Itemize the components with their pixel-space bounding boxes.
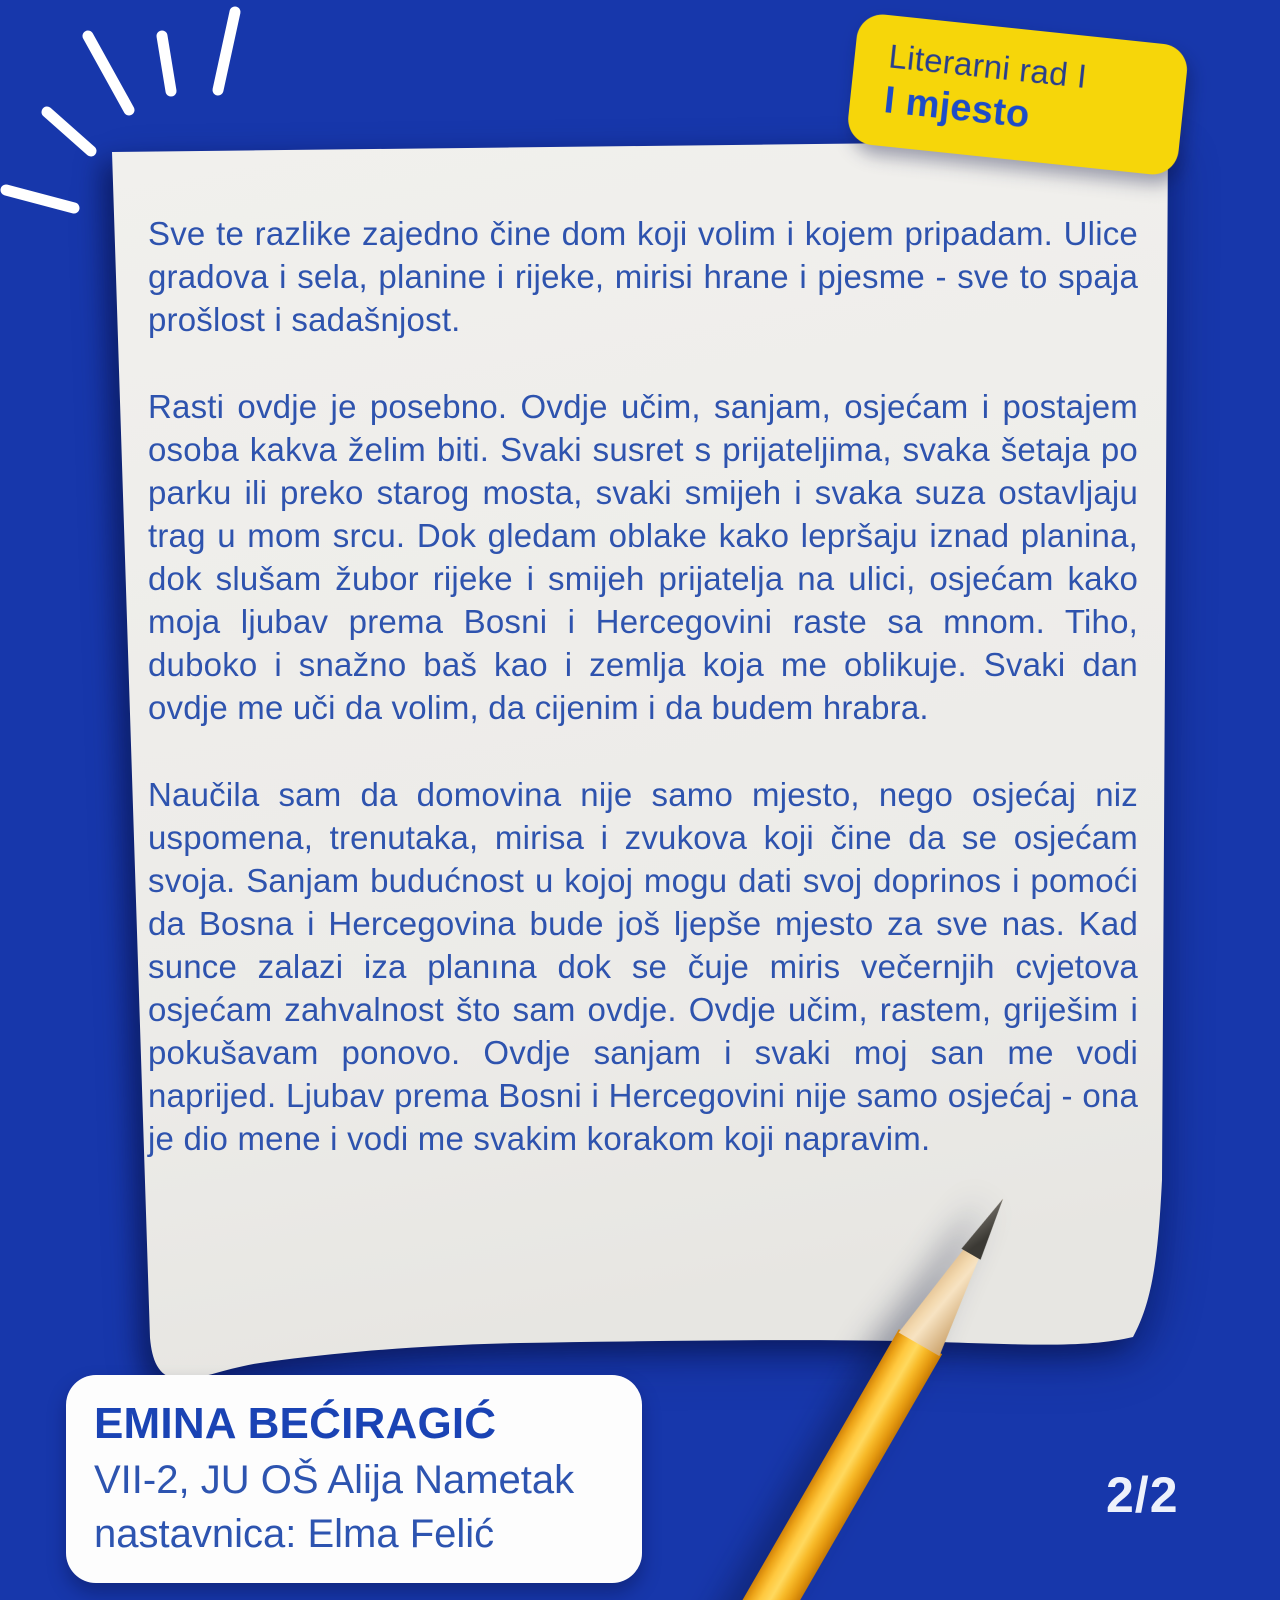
essay-paragraph-2: Rasti ovdje je posebno. Ovdje učim, sanjam, osjećam i postajem osoba kakva želim biti. Svaki susret s prijateljima, svaka šetaja po parku ili preko starog mosta, svaki smijeh i svaka suza ostavljaju trag u mom srcu. Dok gledam oblake kako lepršaju iznad planina, dok slušam žubor rijeke i smijeh prijatelja na ulici, osjećam kako moja ljubav prema Bosni i Hercegovini raste sa mnom. Tiho, duboko i snažno baš kao i zemlja koja me oblikuje. Svaki dan ovdje me uči da volim, da cijenim i da budem hrabra. xyxy=(148,388,1138,726)
author-class-school: VII-2, JU OŠ Alija Nametak xyxy=(94,1458,575,1502)
author-card xyxy=(66,1375,642,1583)
essay-text xyxy=(148,212,1138,1160)
page-indicator: 2/2 xyxy=(1106,1467,1179,1523)
author-name: EMINA BEĆIRAGIĆ xyxy=(94,1399,497,1448)
badge-place-label: I mjesto xyxy=(882,79,1032,137)
sparkle-rays-icon xyxy=(0,0,260,230)
essay-paragraph-3: Naučila sam da domovina nije samo mjesto, nego osjećaj niz uspomena, trenutaka, mirisa i zvukova koji čine da se osjećam svoja. Sanjam budućnost u kojoj mogu dati svoj doprinos i pomoći da Bosna i Hercegovina bude još ljepše mjesto za sve nas. Kad sunce zalazi iza planına dok se čuje miris večernjih cvjetova osjećam zahvalnost što sam ovdje. Ovdje učim, rastem, griješim i pokušavam ponovo. Ovdje sanjam i svaki moj san me vodi naprijed. Ljubav prema Bosni i Hercegovini nije samo osjećaj - ona je dio mene i vodi me svakim korakom koji napravim. xyxy=(148,776,1138,1157)
author-teacher: nastavnica: Elma Felić xyxy=(94,1512,495,1556)
badge-title: Literarni rad I xyxy=(887,37,1089,96)
essay-paragraph-1: Sve te razlike zajedno čine dom koji volim i kojem pripadam. Ulice gradova i sela, planine i rijeke, mirisi hrane i pjesme - sve to spaja prošlost i sadašnjost. xyxy=(148,215,1138,338)
